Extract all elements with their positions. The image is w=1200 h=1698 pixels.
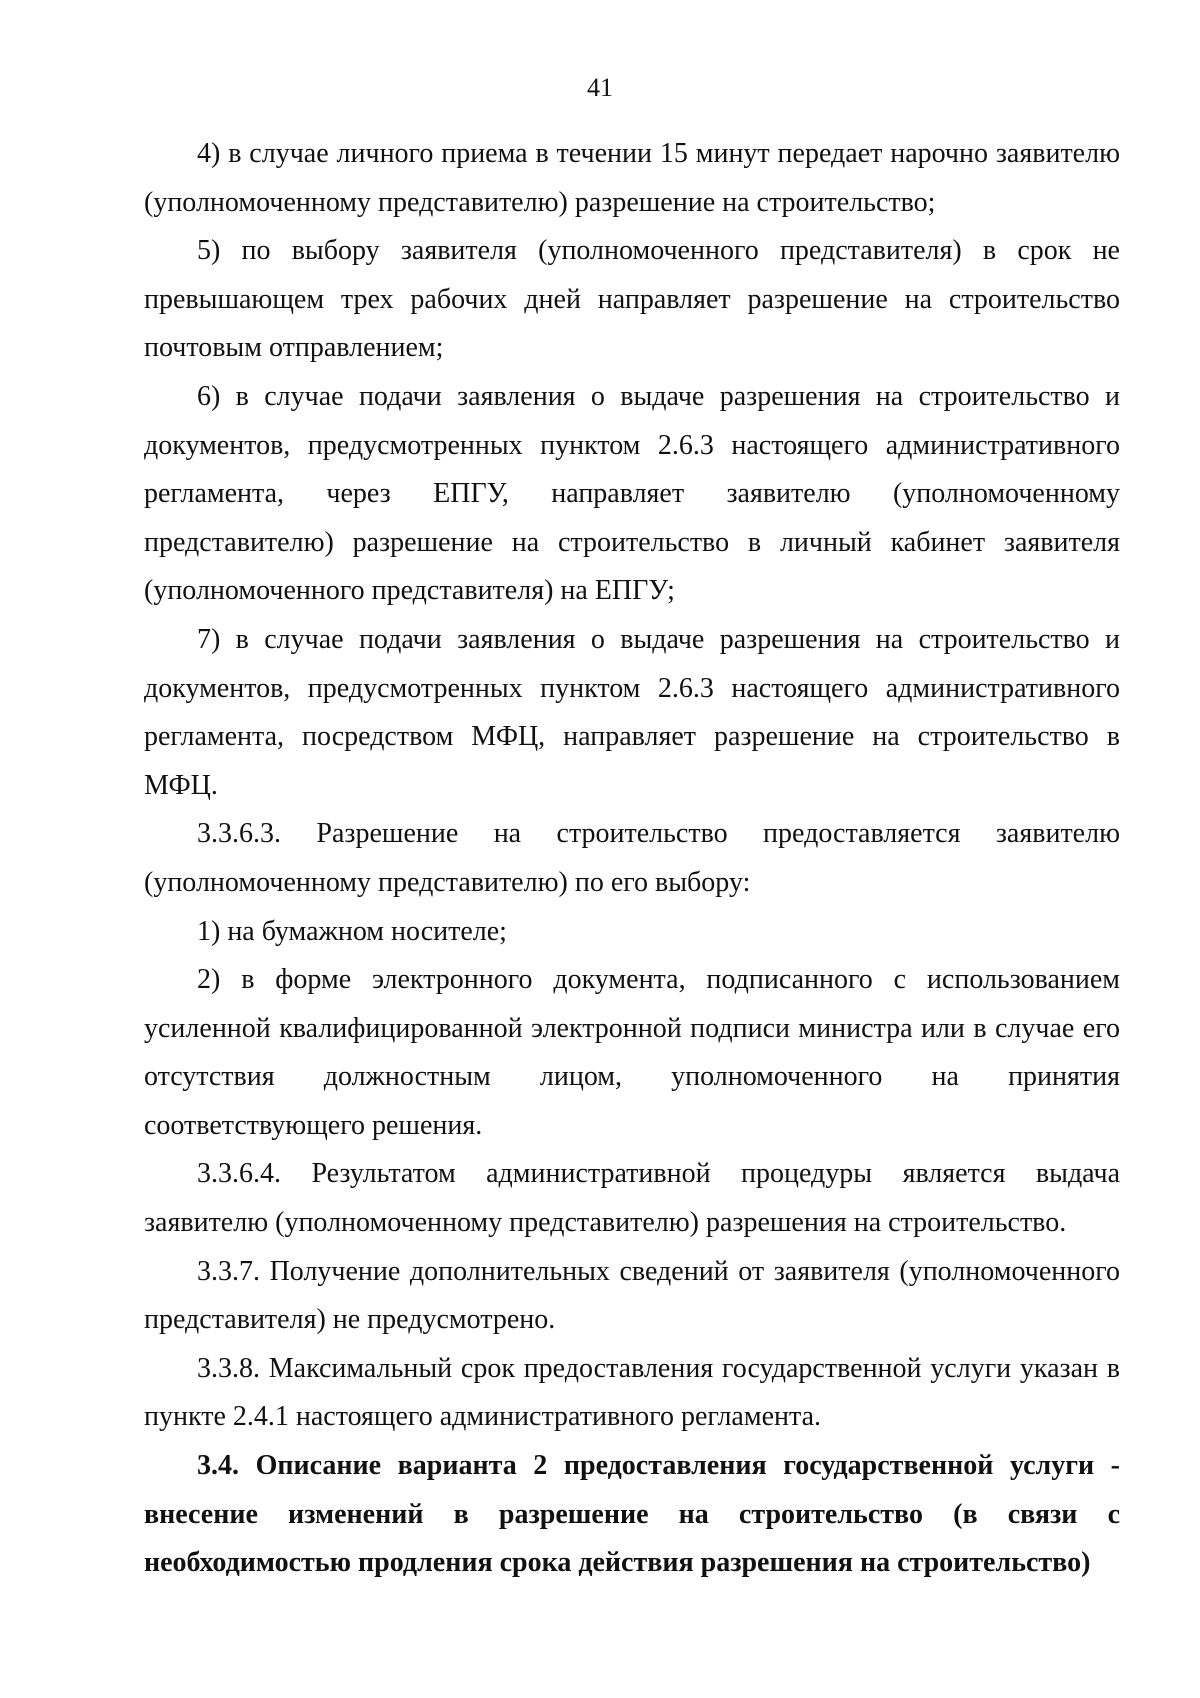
paragraph-3-3-7: 3.3.7. Получение дополнительных сведений от заявителя (уполномоченного представителя) не предусмотрено. <box>144 1255 1120 1336</box>
page-number: 41 <box>587 73 613 102</box>
paragraph-option-1: 1) на бумажном носителе; <box>197 915 507 947</box>
paragraph-item-6: 6) в случае подачи заявления о выдаче разрешения на строительство и документов, предусмотренных пунктом 2.6.3 настоящего административного регламента, через ЕПГУ, направляет заявителю (уполномоченному представителю) разрешение на строительство в личный кабинет заявителя (уполномоченного представителя) на ЕПГУ; <box>144 380 1120 607</box>
paragraph-item-5: 5) по выбору заявителя (уполномоченного представителя) в срок не превышающем трех рабочих дней направляет разрешение на строительство почтовым отправлением; <box>144 235 1120 364</box>
section-heading-3-4: 3.4. Описание варианта 2 предоставления государственной услуги - внесение изменений в разрешение на строительство (в связи с необходимостью продления срока действия разрешения на строительство) <box>144 1450 1120 1579</box>
paragraph-3-3-6-3: 3.3.6.3. Разрешение на строительство предоставляется заявителю (уполномоченному представителю) по его выбору: <box>144 818 1120 898</box>
paragraph-3-3-8: 3.3.8. Максимальный срок предоставления государственной услуги указан в пункте 2.4.1 настоящего административного регламента. <box>144 1352 1120 1433</box>
document-body <box>144 130 1120 1588</box>
paragraph-item-4: 4) в случае личного приема в течении 15 минут передает нарочно заявителю (уполномоченному представителю) разрешение на строительство; <box>144 138 1120 218</box>
paragraph-option-2: 2) в форме электронного документа, подписанного с использованием усиленной квалифицированной электронной подписи министра или в случае его отсутствия должностным лицом, уполномоченного на принятия соответствующего решения. <box>144 964 1120 1141</box>
paragraph-item-7: 7) в случае подачи заявления о выдаче разрешения на строительство и документов, предусмотренных пунктом 2.6.3 настоящего административного регламента, посредством МФЦ, направляет разрешение на строительство в МФЦ. <box>144 623 1120 801</box>
paragraph-3-3-6-4: 3.3.6.4. Результатом административной процедуры является выдача заявителю (уполномоченному представителю) разрешения на строительство. <box>144 1158 1120 1239</box>
